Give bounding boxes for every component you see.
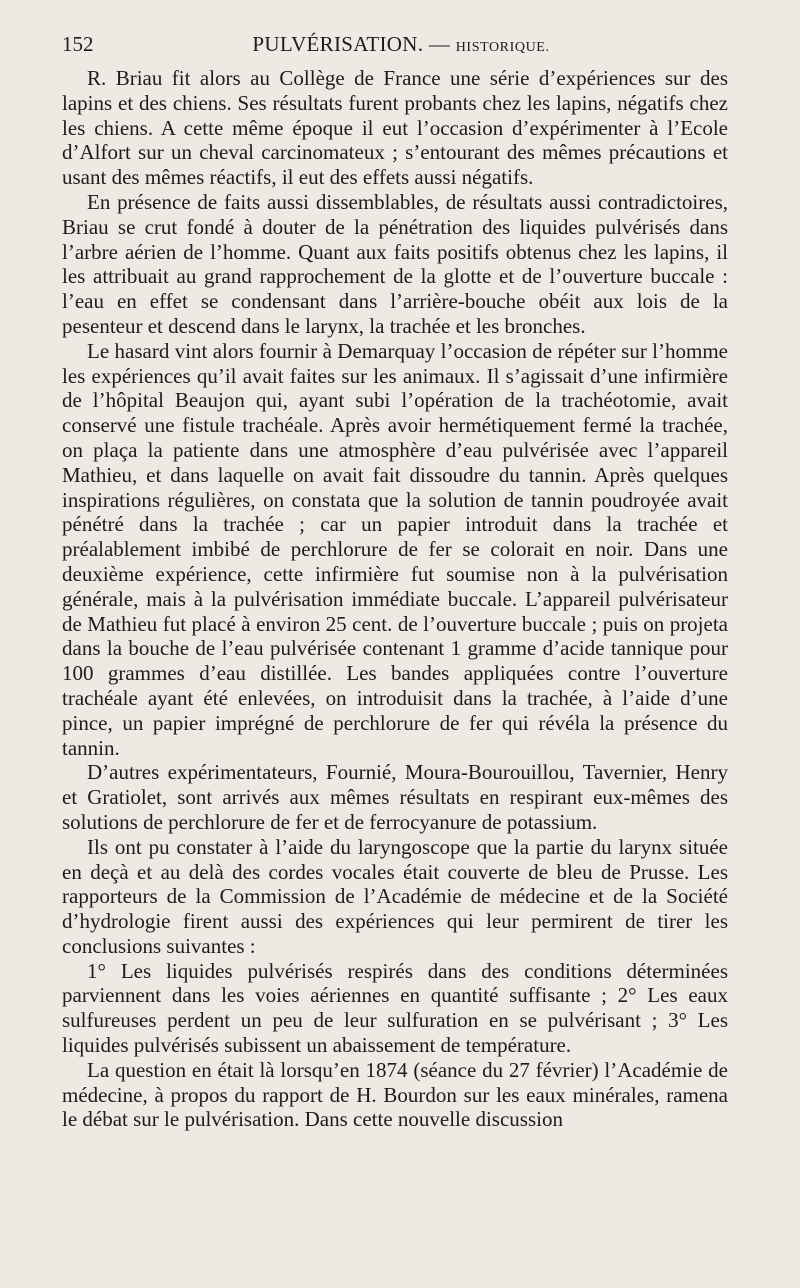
paragraph-7: La question en était là lorsqu’en 1874 (séance du 27 février) l’Académie de médecine, à propos du rapport de H. Bourdon sur les eaux minérales, ramena le débat sur le pulvérisation. Dans cette nouvelle discussion (62, 1057, 728, 1132)
paragraph-2: En présence de faits aussi dissemblables, de résultats aussi contradictoires, Briau se crut fondé à douter de la pénétration des liquides pulvérisés dans l’arbre aérien de l’homme. Quant aux faits positifs obtenus chez les lapins, il les attribuait au grand rapprochement de la glotte et de l’ouverture buccale : l’eau en effet se condensant dans l’arrière-bouche obéit aux lois de la pesenteur et descend dans le larynx, la trachée et les bronches. (62, 189, 728, 338)
paragraph-5: Ils ont pu constater à l’aide du laryngoscope que la partie du larynx située en deçà et au delà des cordes vocales était couverte de bleu de Prusse. Les rapporteurs de la Commission de l’Académie de médecine et de la Société d’hydrologie firent aussi des expériences qui leur permirent de tirer les conclusions suivantes : (62, 834, 728, 958)
running-head-subtitle: HISTORIQUE. (455, 40, 550, 55)
paragraph-4: D’autres expérimentateurs, Fournié, Moura-Bourouillou, Tavernier, Henry et Gratiolet, sont arrivés aux mêmes résultats en respirant eux-mêmes des solutions de perchlorure de fer et de ferrocyanure de potassium. (62, 760, 728, 834)
running-head (62, 32, 740, 57)
paragraph-1: R. Briau fit alors au Collège de France une série d’expériences sur des lapins et des chiens. Ses résultats furent probants chez les lapins, négatifs chez les chiens. A cette même époque il eut l’occasion d’expérimenter à l’Ecole d’Alfort sur un cheval carcinomateux ; s’entourant des mêmes précautions et usant des mêmes réactifs, il eut des effets aussi négatifs. (62, 66, 728, 190)
body-text (62, 66, 728, 1132)
running-head-dash: — (428, 32, 451, 56)
running-head-title: PULVÉRISATION. (252, 32, 424, 56)
paragraph-3: Le hasard vint alors fournir à Demarquay l’occasion de répéter sur l’homme les expériences qu’il avait faites sur les animaux. Il s’agissait d’une infirmière de l’hôpital Beaujon qui, ayant subi l’opération de la trachéotomie, avait conservé une fistule trachéale. Après avoir hermétiquement fermé la trachée, on plaça la patiente dans une atmosphère d’eau pulvérisée avec l’appareil Mathieu, et dans laquelle on avait fait dissoudre du tannin. Après quelques inspirations régulières, on constata que la solution de tannin poudroyée avait pénétré dans la trachée ; car un papier introduit dans la trachée et préalablement imbibé de perchlorure de fer se colorait en noir. Dans une deuxième expérience, cette infirmière fut soumise non à la pulvérisation générale, mais à la pulvérisation immédiate buccale. L’appareil pulvérisateur de Mathieu fut placé à environ 25 cent. de l’ouverture buccale ; puis on projeta dans la bouche de l’eau pulvérisée contenant 1 gramme d’acide tannique pour 100 grammes d’eau distillée. Les bandes appliquées contre l’ouverture trachéale ayant été enlevées, on introduisit dans la trachée, à l’aide d’une pince, un papier imprégné de perchlorure de fer qui révéla la présence du tannin. (62, 338, 728, 760)
paragraph-6: 1° Les liquides pulvérisés respirés dans des conditions déterminées parviennent dans les voies aériennes en quantité suffisante ; 2° Les eaux sulfureuses perdent un peu de leur sulfuration en se pulvérisant ; 3° Les liquides pulvérisés subissent un abaissement de température. (62, 958, 728, 1058)
page-number: 152 (62, 32, 94, 56)
page-header (62, 30, 740, 64)
